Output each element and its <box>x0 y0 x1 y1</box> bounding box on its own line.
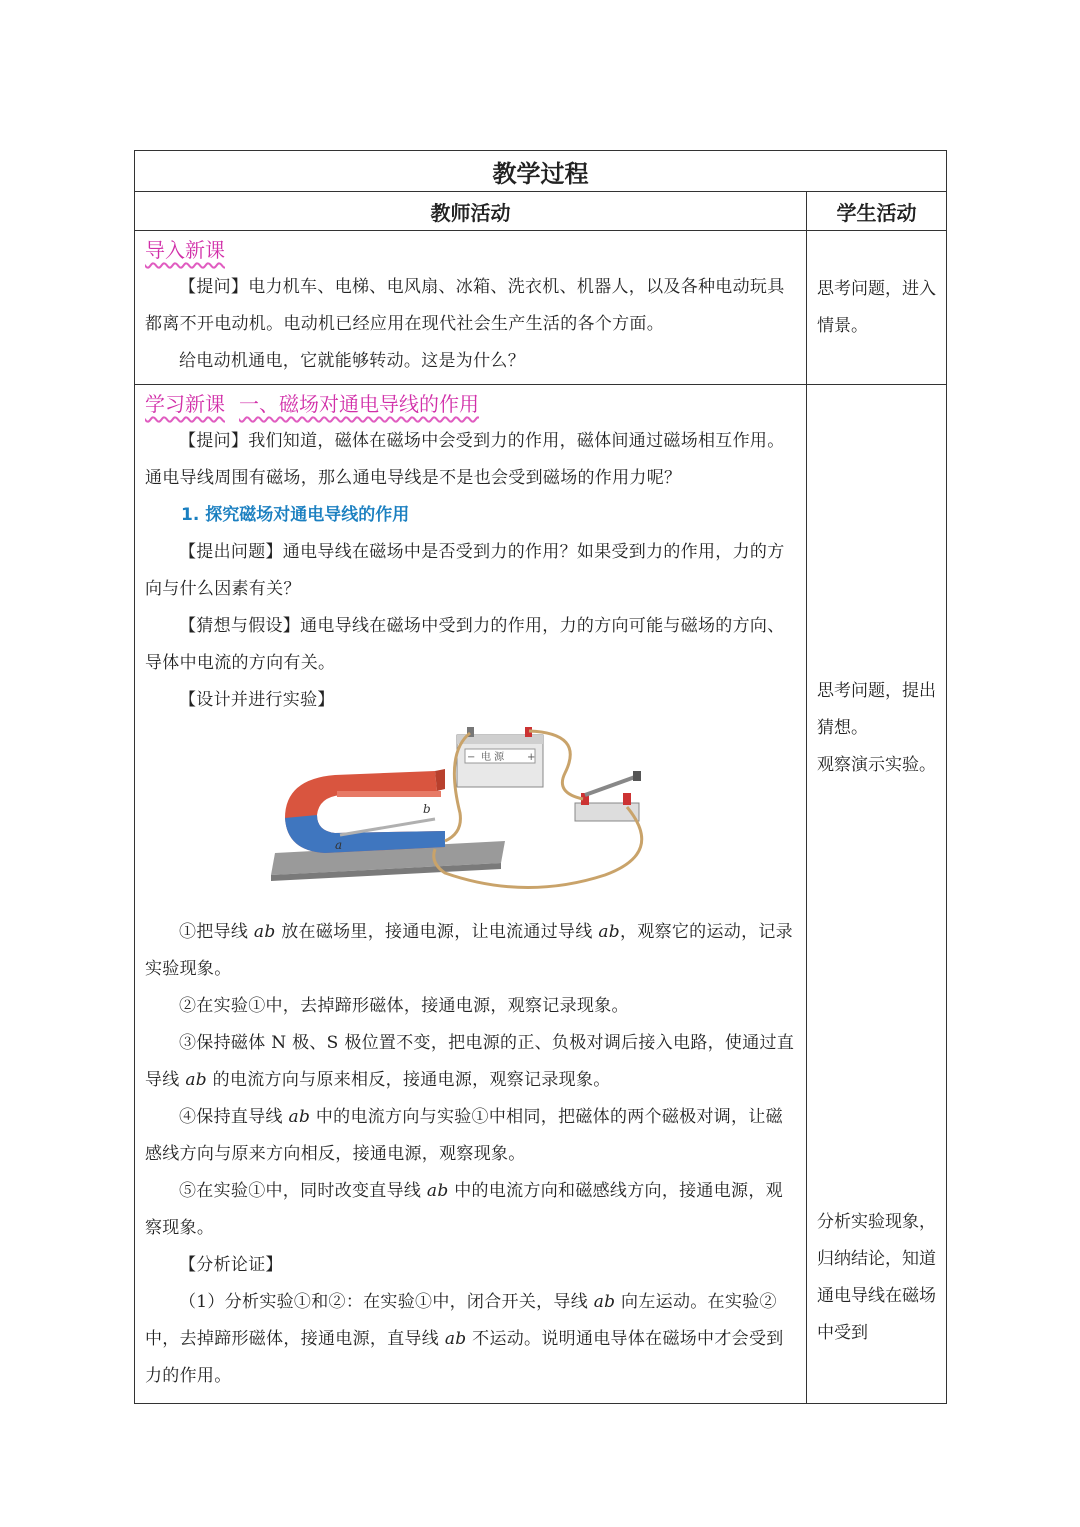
student-column-header: 学生活动 <box>807 192 947 231</box>
step-3: ③保持磁体 N 极、S 极位置不变，把电源的正、负极对调后接入电路，使通过直导线 ab 的电流方向与原来相反，接通电源，观察记录现象。 <box>145 1033 795 1090</box>
svg-text:−: − <box>467 752 476 763</box>
teaching-process-table <box>134 150 947 1404</box>
horseshoe-magnet <box>285 769 445 853</box>
analysis-heading: 【分析论证】 <box>179 1255 283 1275</box>
experiment-apparatus-illustration <box>145 723 805 898</box>
intro-question-2: 给电动机通电，它就能够转动。这是为什么？ <box>179 351 525 371</box>
lesson-question: 【提问】我们知道，磁体在磁场中会受到力的作用，磁体间通过磁场相互作用。通电导线周围有磁场，那么通电导线是不是也会受到磁场的作用力呢？ <box>145 431 785 488</box>
analysis-1: （1）分析实验①和②：在实验①中，闭合开关，导线 ab 向左运动。在实验②中，去掉蹄形磁体，接通电源，直导线 ab 不运动。说明通电导体在磁场中才会受到力的作用。 <box>145 1292 784 1386</box>
step-1: ①把导线 ab 放在磁场里，接通电源，让电流通过导线 ab，观察它的运动，记录实验现象。 <box>145 922 793 979</box>
design-experiment: 【设计并进行实验】 <box>179 690 335 710</box>
step-4: ④保持直导线 ab 中的电流方向与实验①中相同，把磁体的两个磁极对调，让磁感线方向与原来方向相反，接通电源，观察现象。 <box>145 1107 783 1164</box>
teacher-column-header: 教师活动 <box>135 192 807 231</box>
new-lesson-teacher-cell <box>135 385 807 1404</box>
student-activity-3: 分析实验现象，归纳结论，知道通电导线在磁场中受到 <box>817 1212 936 1343</box>
raise-question: 【提出问题】通电导线在磁场中是否受到力的作用？如果受到力的作用，力的方向与什么因素有关？ <box>145 542 785 599</box>
power-label: 电 源 <box>481 752 505 763</box>
new-lesson-title <box>145 389 796 419</box>
intro-teacher-cell <box>135 231 807 385</box>
svg-text:+: + <box>527 752 536 763</box>
experiment-heading: 1. 探究磁场对通电导线的作用 <box>181 505 410 525</box>
power-supply <box>457 727 543 787</box>
intro-student-cell <box>807 231 947 385</box>
student-activity-2: 观察演示实验。 <box>817 755 936 775</box>
new-lesson-student-cell <box>807 385 947 1404</box>
label-b: b <box>423 802 431 816</box>
intro-section-title: 导入新课 <box>145 238 225 262</box>
new-lesson-label: 学习新课 <box>145 392 225 416</box>
intro-question: 【提问】电力机车、电梯、电风扇、冰箱、洗衣机、机器人，以及各种电动玩具都离不开电动机。电动机已经应用在现代社会生产生活的各个方面。 <box>145 277 785 334</box>
table-title: 教学过程 <box>135 151 947 192</box>
hypothesis: 【猜想与假设】通电导线在磁场中受到力的作用，力的方向可能与磁场的方向、导体中电流的方向有关。 <box>145 616 785 673</box>
intro-student-text: 思考问题，进入情景。 <box>817 278 936 336</box>
student-activity-1: 思考问题，提出猜想。 <box>817 681 936 738</box>
new-lesson-subtitle: 一、磁场对通电导线的作用 <box>239 392 479 416</box>
label-a: a <box>335 838 343 852</box>
step-2: ②在实验①中，去掉蹄形磁体，接通电源，观察记录现象。 <box>179 996 629 1016</box>
step-5: ⑤在实验①中，同时改变直导线 ab 中的电流方向和磁感线方向，接通电源，观察现象。 <box>145 1181 783 1238</box>
